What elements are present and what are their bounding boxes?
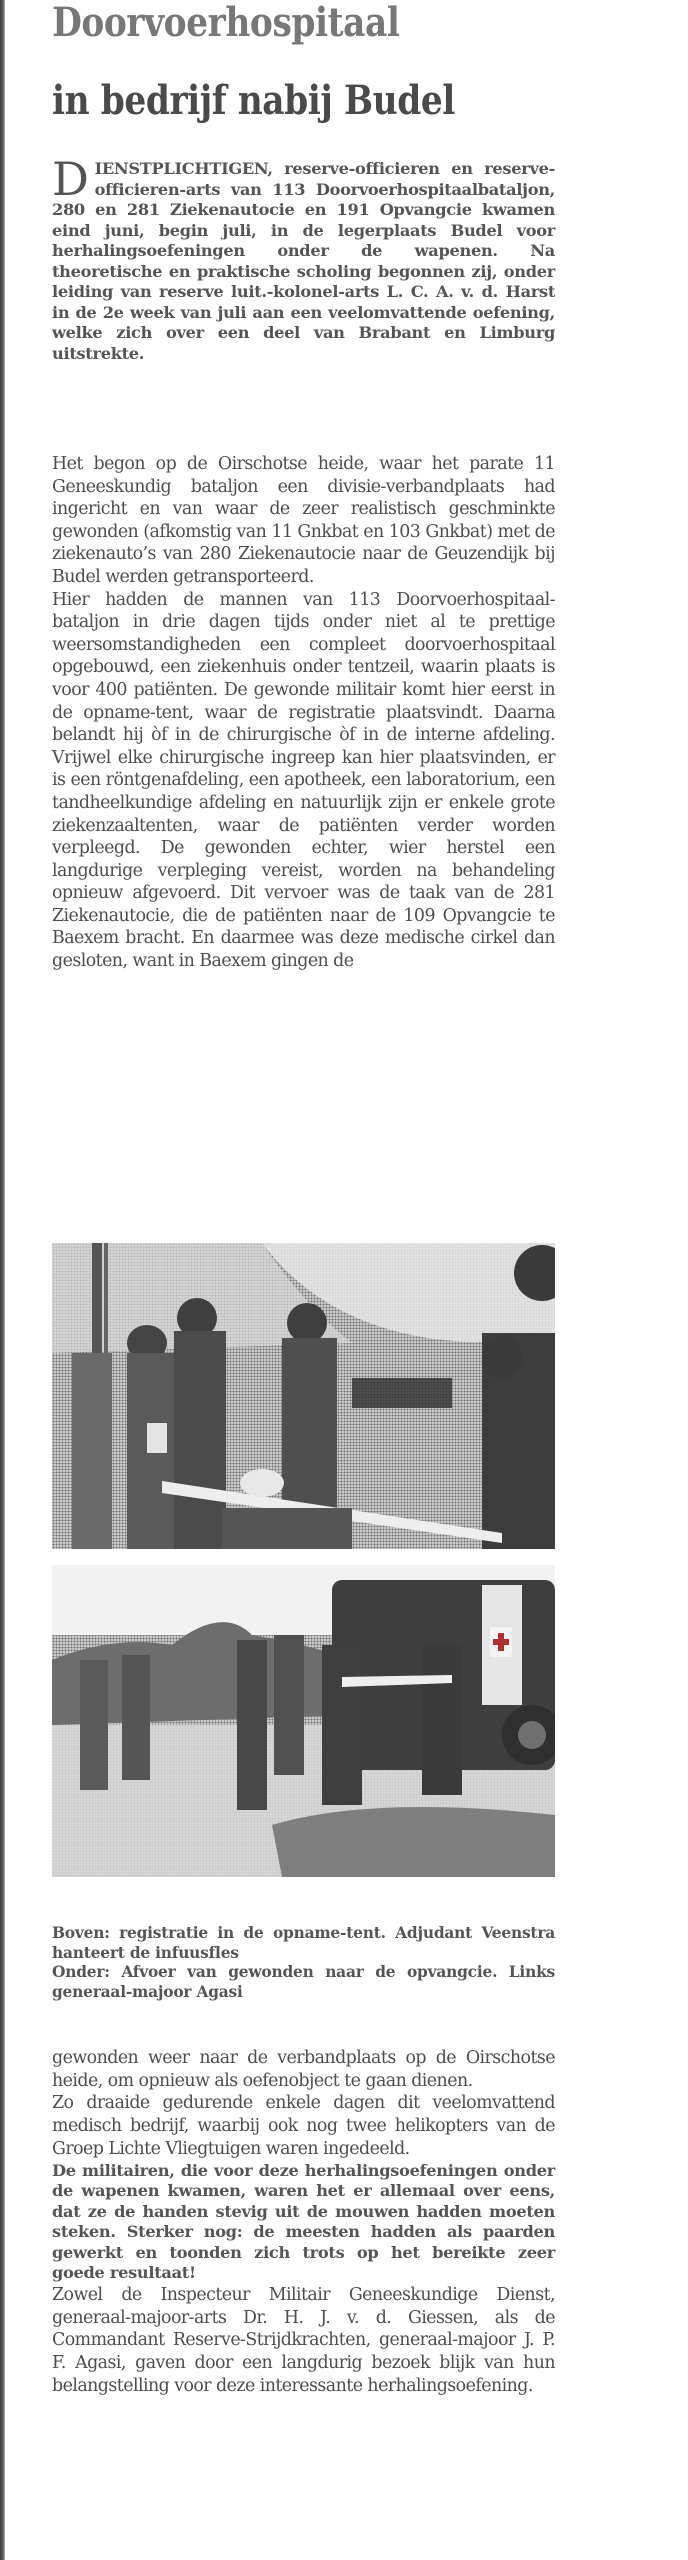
article-headline bbox=[52, 0, 555, 130]
photo-registration-tent bbox=[52, 1243, 555, 1549]
body-paragraph: Het begon op de Oirschotse heide, waar het parate 11 Geneeskundig bataljon een divisie-verbandplaats had ingericht en van waar de zeer realistisch geschminkte gewonden (afkomstig van 11 Gnkbat en 103 Gnkbat) met de ziekenauto’s van 280 Ziekenautocie naar de Geuzendijk bij Budel werden getransporteerd. bbox=[52, 454, 555, 587]
page-scan-edge bbox=[0, 0, 5, 2560]
drop-cap: D bbox=[52, 152, 89, 206]
bold-paragraph: De militairen, die voor deze herhalingsoefeningen onder de wapenen kwamen, waren het er allemaal over eens, dat ze de handen stevig uit de mouwen hadden moeten steken. Sterker nog: de meesten hadden als paarden gewerkt en toonden zich trots op het bereikte zeer goede resultaat! bbox=[52, 2160, 555, 2283]
headline-line-2: in bedrijf nabij Budel bbox=[52, 77, 455, 124]
caption-bottom-photo: Onder: Afvoer van gewonden naar de opvangcie. Links generaal-majoor Agasi bbox=[52, 1963, 555, 2001]
body-paragraph: Hier hadden de mannen van 113 Doorvoerhospitaal-bataljon in drie dagen tijds onder niet al te prettige weersomstandigheden een compleet doorvoerhospitaal opgebouwd, een ziekenhuis onder tentzeil, waarin plaats is voor 400 patiënten. De gewonde militair komt hier eerst in de opname-tent, waar de registratie plaatsvindt. Daarna belandt hij òf in de chirurgische òf in de interne afdeling. Vrijwel elke chirurgische ingreep kan hier plaatsvinden, er is een röntgenafdeling, een apotheek, een laboratorium, een tandheelkundige afdeling en natuurlijk zijn er enkele grote ziekenzaaltenten, waar de patiënten verder worden verpleegd. De gewonden echter, wier herstel een langdurige verpleging vereist, worden na behandeling opnieuw afgevoerd. Dit vervoer was de taak van de 281 Ziekenautocie, die de patiënten naar de 109 Opvangcie te Baexem bracht. En daarmee was deze medische cirkel dan gesloten, want in Baexem gingen de bbox=[52, 589, 555, 972]
photo-ambulance-illustration bbox=[52, 1565, 555, 1877]
article-body-part-1 bbox=[52, 453, 555, 973]
article-body-part-2 bbox=[52, 2047, 555, 2398]
article-intro bbox=[52, 152, 555, 364]
closing-paragraph: Zowel de Inspecteur Militair Geneeskundige Dienst, generaal-majoor-arts Dr. H. J. v. d. Giessen, als de Commandant Reserve-Strijdkrachten, generaal-majoor J. P. F. Agasi, gaven door een langdurig bezoek blijk van hun belangstelling voor deze interessante herhalingsoefening. bbox=[52, 2285, 555, 2396]
body-paragraph: gewonden weer naar de verbandplaats op de Oirschotse heide, om opnieuw als oefenobject te gaan dienen. bbox=[52, 2048, 555, 2091]
intro-text: IENSTPLICHTIGEN, reserve-officieren en reserve-officieren-arts van 113 Doorvoerhospitaalbataljon, 280 en 281 Ziekenautocie en 191 Opvangcie kwamen eind juni, begin juli, in de legerplaats Budel voor herhalingsoefeningen onder de wapenen. Na theoretische en praktische scholing begonnen zij, onder leiding van reserve luit.-kolonel-arts L. C. A. v. d. Harst in de 2e week van juli aan een veelomvattende oefening, welke zich over een deel van Brabant en Limburg uitstrekte. bbox=[52, 159, 555, 363]
headline-line-1: Doorvoerhospitaal bbox=[52, 0, 400, 46]
body-paragraph: Zo draaide gedurende enkele dagen dit veelomvattend medisch bedrijf, waarbij ook nog twee helikopters van de Groep Lichte Vliegtuigen waren ingedeeld. bbox=[52, 2093, 555, 2159]
photo-caption bbox=[52, 1924, 555, 2002]
caption-top-photo: Boven: registratie in de opname-tent. Adjudant Veenstra hanteert de infuusfles bbox=[52, 1924, 555, 1962]
photo-registration-illustration bbox=[52, 1243, 555, 1549]
photo-ambulance-evacuation bbox=[52, 1565, 555, 1877]
